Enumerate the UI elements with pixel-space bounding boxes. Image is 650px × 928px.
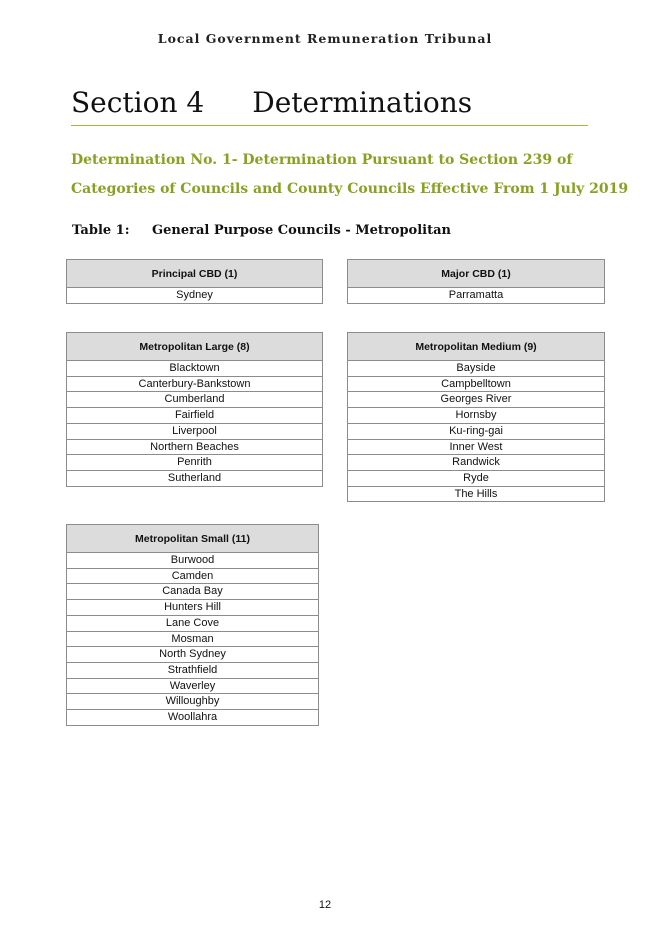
table-row (67, 288, 323, 304)
table-row (67, 710, 319, 726)
table-heading: Metropolitan Small (11) (67, 525, 319, 553)
table-row (67, 678, 319, 694)
council-name: Willoughby (67, 694, 319, 710)
table-row (348, 470, 605, 486)
council-name: Hornsby (348, 408, 605, 424)
council-name: Camden (67, 568, 319, 584)
council-name: Strathfield (67, 662, 319, 678)
table-row (348, 486, 605, 502)
determination-title-line-2: Categories of Councils and County Councils Effective From 1 July 2019 (71, 181, 629, 197)
council-name: Cumberland (67, 392, 323, 408)
page-number: 12 (318, 899, 332, 911)
council-name: Inner West (348, 439, 605, 455)
major-cbd-table (347, 259, 605, 304)
council-name: Campbelltown (348, 376, 605, 392)
section-title: Determinations (252, 86, 473, 119)
table-row (67, 600, 319, 616)
table-row (348, 439, 605, 455)
table-row (348, 376, 605, 392)
table-row (348, 423, 605, 439)
table-row (67, 694, 319, 710)
council-name: Burwood (67, 553, 319, 569)
table-row (67, 662, 319, 678)
table-row (67, 439, 323, 455)
metropolitan-small-table (66, 524, 319, 726)
section-divider (71, 125, 588, 126)
table-title: General Purpose Councils - Metropolitan (152, 223, 451, 238)
table-row (67, 455, 323, 471)
table-row (67, 631, 319, 647)
table-heading: Major CBD (1) (348, 260, 605, 288)
table-row (67, 615, 319, 631)
council-name: Mosman (67, 631, 319, 647)
council-name: Sutherland (67, 470, 323, 486)
section-number: Section 4 (71, 86, 205, 119)
table-row (348, 408, 605, 424)
council-name: Lane Cove (67, 615, 319, 631)
table-heading: Metropolitan Large (8) (67, 333, 323, 361)
table-row (348, 288, 605, 304)
council-name: Northern Beaches (67, 439, 323, 455)
council-name: Penrith (67, 455, 323, 471)
council-name: Woollahra (67, 710, 319, 726)
council-name: Randwick (348, 455, 605, 471)
table-row (67, 376, 323, 392)
metropolitan-medium-table (347, 332, 605, 502)
council-name: Ku-ring-gai (348, 423, 605, 439)
running-header: Local Government Remuneration Tribunal (157, 31, 493, 46)
council-name: Bayside (348, 361, 605, 377)
table-row (348, 392, 605, 408)
council-name: Sydney (67, 288, 323, 304)
table-row (67, 584, 319, 600)
table-row (67, 568, 319, 584)
council-name: Ryde (348, 470, 605, 486)
table-row (67, 553, 319, 569)
council-name: Waverley (67, 678, 319, 694)
council-name: Parramatta (348, 288, 605, 304)
council-name: Blacktown (67, 361, 323, 377)
council-name: The Hills (348, 486, 605, 502)
metropolitan-large-table (66, 332, 323, 487)
council-name: Fairfield (67, 408, 323, 424)
table-row (348, 455, 605, 471)
table-row (67, 408, 323, 424)
table-row (348, 361, 605, 377)
table-row (67, 647, 319, 663)
table-row (67, 392, 323, 408)
principal-cbd-table (66, 259, 323, 304)
table-heading: Principal CBD (1) (67, 260, 323, 288)
council-name: Liverpool (67, 423, 323, 439)
table-caption (72, 223, 451, 238)
table-row (67, 470, 323, 486)
council-name: Hunters Hill (67, 600, 319, 616)
council-name: Canada Bay (67, 584, 319, 600)
table-row (67, 423, 323, 439)
council-name: Canterbury-Bankstown (67, 376, 323, 392)
table-heading: Metropolitan Medium (9) (348, 333, 605, 361)
council-name: North Sydney (67, 647, 319, 663)
table-row (67, 361, 323, 377)
section-heading (71, 86, 472, 119)
determination-title-line-1: Determination No. 1- Determination Pursuant to Section 239 of (71, 152, 573, 168)
council-name: Georges River (348, 392, 605, 408)
table-label: Table 1: (72, 223, 130, 238)
